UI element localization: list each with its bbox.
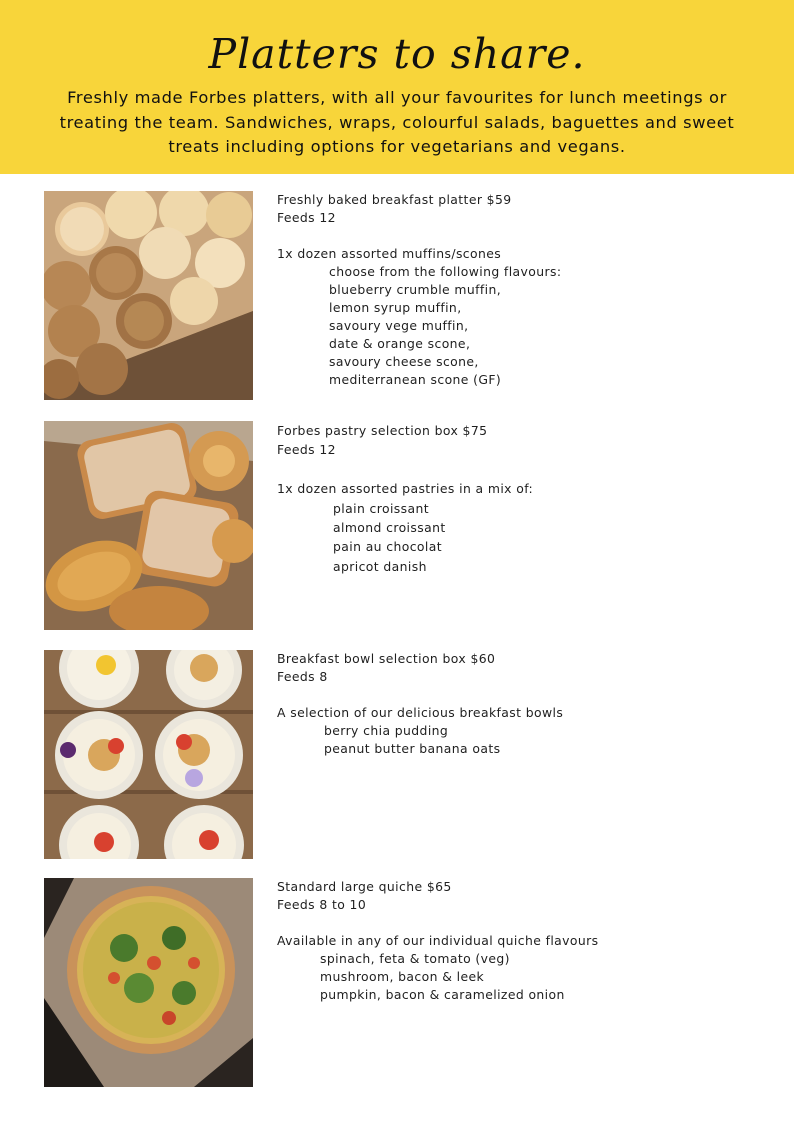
item-title: Standard large quiche $65 [277, 879, 452, 894]
quiche-photo [44, 878, 253, 1087]
item-description: 1x dozen assorted pastries in a mix of: [277, 481, 534, 497]
item-text [277, 878, 599, 1004]
item-option: plain croissant [333, 500, 430, 516]
item-title: Forbes pastry selection box $75 [277, 423, 488, 438]
item-option: choose from the following flavours: [329, 264, 562, 279]
item-option: pain au chocolat [333, 539, 443, 555]
item-option: apricot danish [333, 558, 427, 574]
item-option: pumpkin, bacon & caramelized onion [320, 987, 565, 1002]
intro-text [52, 86, 742, 160]
item-option: date & orange scone, [329, 336, 471, 351]
item-option: peanut butter banana oats [324, 741, 501, 756]
pastries-photo [44, 421, 253, 630]
item-text [277, 191, 561, 389]
breakfast-bowls-photo [44, 650, 253, 859]
item-feeds: Feeds 12 [277, 442, 336, 458]
item-title: Breakfast bowl selection box $60 [277, 651, 496, 666]
item-option: savoury vege muffin, [329, 318, 469, 333]
intro-line: Freshly made Forbes platters, with all your favourites for lunch meetings or [67, 88, 727, 107]
page-title: Platters to share. [208, 30, 586, 78]
item-title: Freshly baked breakfast platter $59 [277, 192, 512, 207]
item-feeds: Feeds 8 [277, 669, 328, 684]
item-option: berry chia pudding [324, 723, 449, 738]
item-option: mushroom, bacon & leek [320, 969, 485, 984]
item-option: savoury cheese scone, [329, 354, 479, 369]
item-option: spinach, feta & tomato (veg) [320, 951, 510, 966]
item-description: Available in any of our individual quiche flavours [277, 933, 599, 948]
item-text [277, 650, 563, 758]
item-feeds: Feeds 8 to 10 [277, 897, 367, 912]
intro-line: treating the team. Sandwiches, wraps, colourful salads, baguettes and sweet [59, 112, 735, 132]
item-option: almond croissant [333, 520, 446, 536]
item-feeds: Feeds 12 [277, 210, 336, 225]
intro-line: treats including options for vegetarians and vegans. [168, 137, 626, 156]
item-description: A selection of our delicious breakfast bowls [277, 705, 564, 720]
item-description: 1x dozen assorted muffins/scones [277, 246, 502, 261]
item-option: mediterranean scone (GF) [329, 372, 502, 387]
item-option: lemon syrup muffin, [329, 300, 462, 315]
item-option: blueberry crumble muffin, [329, 282, 502, 297]
muffins-photo [44, 191, 253, 400]
item-text [277, 421, 533, 576]
